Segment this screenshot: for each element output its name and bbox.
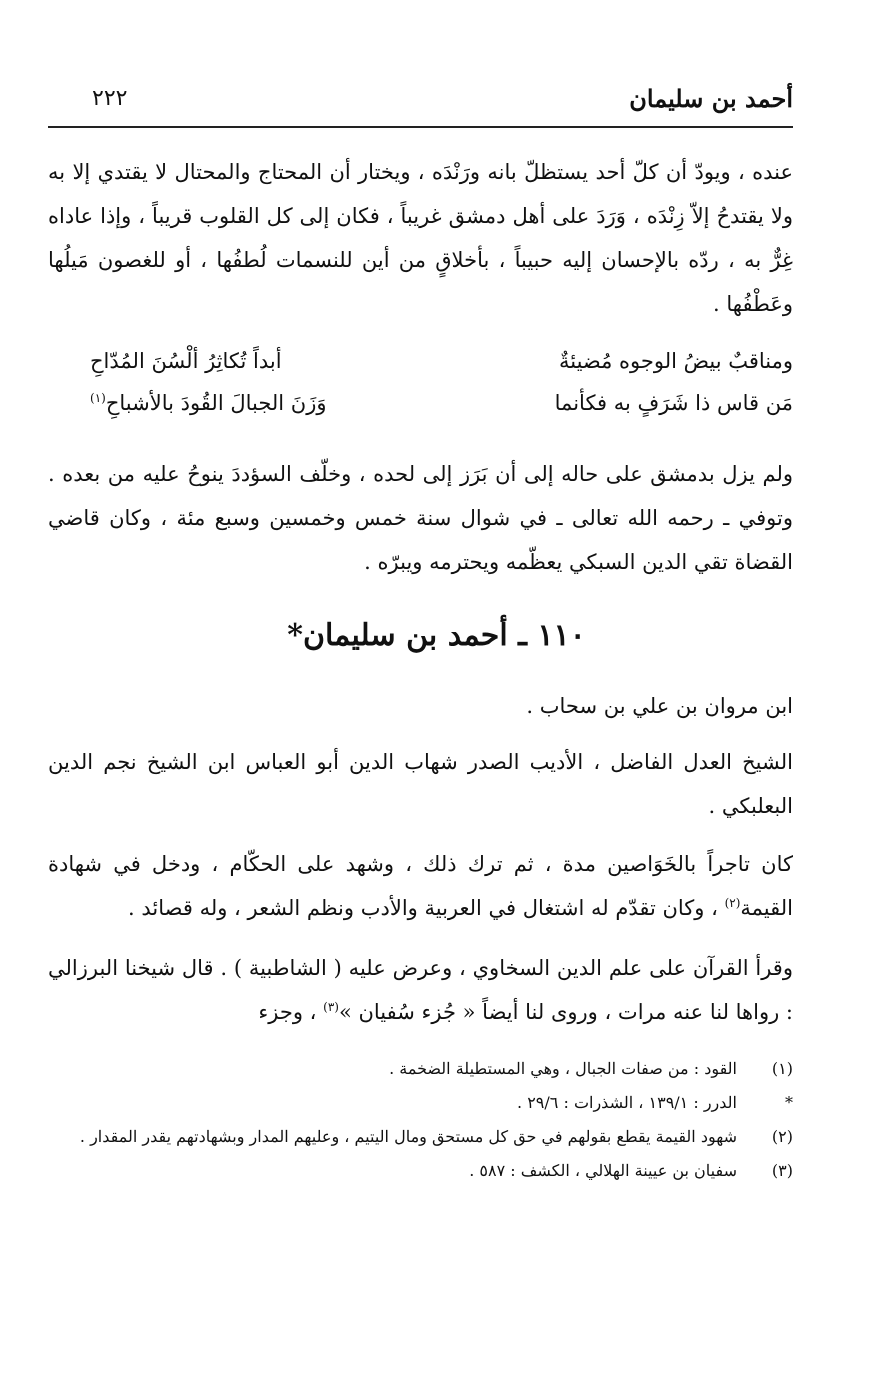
entry-lineage: ابن مروان بن علي بن سحاب . (526, 694, 793, 718)
footnote (48, 1154, 793, 1188)
study-text-cont: ، وجزء (258, 1000, 324, 1024)
career-text-cont: ، وكان تقدّم له اشتغال في العربية والأدب ونظم الشعر ، وله قصائد . (128, 896, 725, 920)
footnote-ref: (١) (90, 391, 106, 405)
verse-first-hemistich: ومناقبٌ بيضُ الوجوه مُضيئةٌ (558, 349, 793, 373)
footnote-mark: (٣) (771, 1161, 793, 1180)
footnote-text: القود : من صفات الجبال ، وهي المستطيلة الضخمة . (389, 1059, 737, 1078)
entry-titles: الشيخ العدل الفاضل ، الأديب الصدر شهاب الدين أبو العباس ابن الشيخ نجم الدين البعلبكي . (48, 750, 793, 818)
footnote-text: شهود القيمة يقطع بقولهم في حق كل مستحق ومال اليتيم ، وعليهم المدار وبشهادتهم يقدر المقدار . (79, 1127, 737, 1146)
entry-study (48, 946, 793, 1034)
footnote (48, 1052, 793, 1086)
footnotes (48, 1052, 793, 1188)
study-text: وقرأ القرآن على علم الدين السخاوي ، وعرض عليه ( الشاطبية ) . قال شيخنا البرزالي : رواها لنا عنه مرات ، وروى لنا أيضاً « جُزء سُفيان » (48, 956, 793, 1024)
running-title: أحمد بن سليمان (629, 84, 793, 113)
career-text: كان تاجراً بالخَوَاصين مدة ، ثم ترك ذلك ، وشهد على الحكّام ، ودخل في شهادة القيمة (48, 852, 793, 920)
verse-text: وَزَنَ الجبالَ القُودَ بالأشباحِ (105, 391, 327, 415)
poem (90, 340, 793, 424)
verse-first-hemistich: مَن قاس ذا شَرَفٍ به فكأنما (554, 391, 793, 415)
footnote-ref: (٣) (323, 1000, 339, 1014)
footnote-text: سفيان بن عيينة الهلالي ، الكشف : ٥٨٧ . (469, 1161, 737, 1180)
verse-second-hemistich (90, 382, 327, 424)
footnote (48, 1086, 793, 1120)
footnote-mark: (٢) (771, 1127, 793, 1146)
entry-heading: ١١٠ ـ أحمد بن سليمان* (287, 618, 586, 653)
footnote-mark: * (785, 1093, 793, 1112)
verse-line (90, 340, 793, 382)
page-number: ٢٢٢ (92, 86, 128, 111)
footnote-text: الدرر : ١٣٩/١ ، الشذرات : ٢٩/٦ . (517, 1093, 737, 1112)
paragraph-intro: عنده ، ويودّ أن كلّ أحد يستظلّ بانه ورَنْدَه ، ويختار أن المحتاج والمحتال لا يقتدي إلا به ولا يقتدحُ إلاّ زِنْدَه ، وَرَدَ على أهل دمشق غريباً ، فكان إلى كل القلوب قريباً ، وإذا عاداه غِرٌّ به ، ردّه بالإحسان إليه حبيباً ، بأخلاقٍ من أين للنسمات لُطفُها ، أو للغصون مَيلُها وعَطْفُها . (48, 160, 793, 316)
verse-line (90, 382, 793, 424)
footnote-mark: (١) (771, 1059, 793, 1078)
verse-second-hemistich: أبداً تُكاثِرُ ألْسُنَ المُدّاحِ (90, 349, 282, 373)
entry-career (48, 842, 793, 930)
footnote-ref: (٢) (724, 896, 741, 910)
paragraph-death: ولم يزل بدمشق على حاله إلى أن بَرَز إلى لحده ، وخلّف السؤددَ ينوحُ عليه من بعده . وتوفي ـ رحمه الله تعالى ـ في شوال سنة خمس وخمسين وسبع مئة ، وكان قاضي القضاة تقي الدين السبكي يعظّمه ويحترمه ويبرّه . (48, 462, 793, 574)
page-header (48, 82, 793, 128)
footnote (48, 1120, 793, 1154)
